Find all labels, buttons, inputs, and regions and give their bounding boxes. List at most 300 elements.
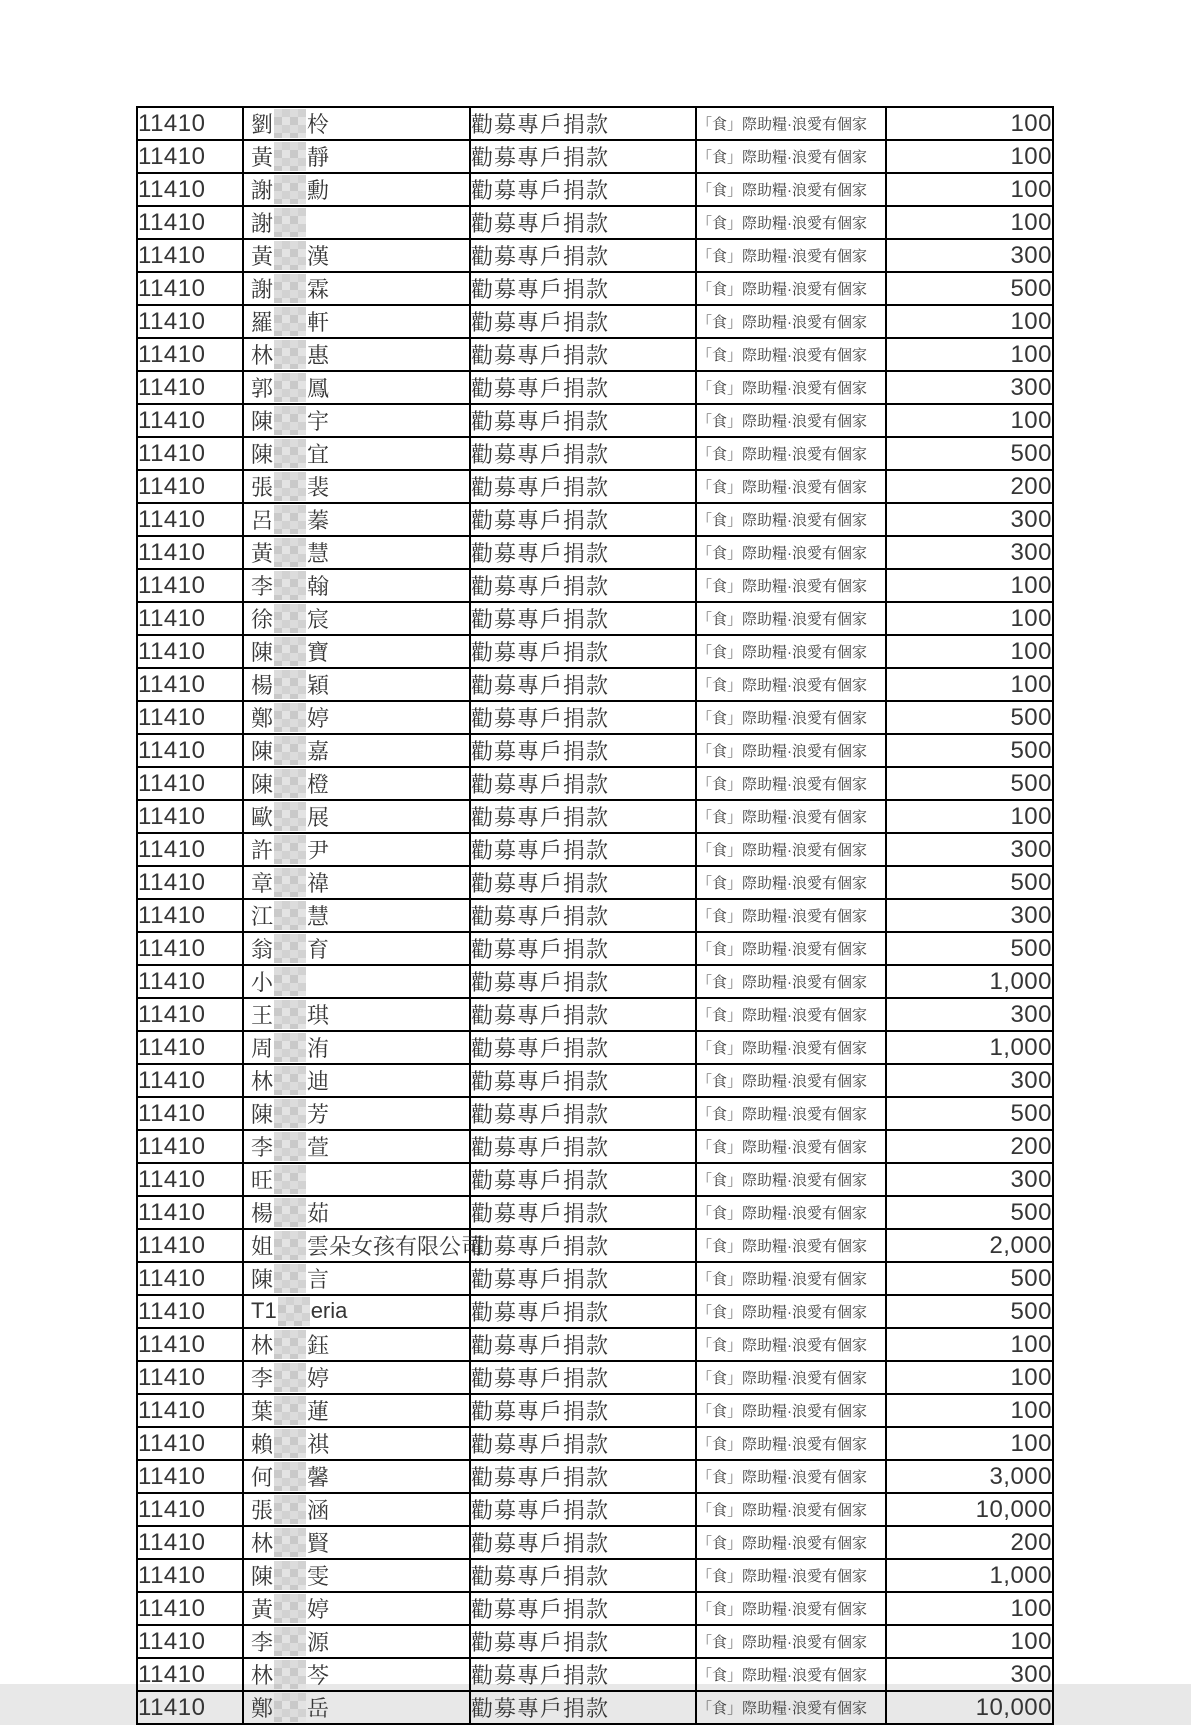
donor-name bbox=[244, 1231, 484, 1261]
redaction-mosaic bbox=[274, 439, 306, 469]
table-row bbox=[137, 1493, 1053, 1526]
period-cell: 11410 bbox=[137, 1427, 243, 1460]
donor-suffix: 萱 bbox=[307, 1135, 330, 1160]
donor-name bbox=[244, 142, 469, 172]
donor-suffix: 蓮 bbox=[307, 1399, 330, 1424]
donor-cell bbox=[243, 437, 470, 470]
campaign-cell: 「食」際助糧·浪愛有個家 bbox=[696, 1559, 886, 1592]
donor-suffix: 婷 bbox=[307, 1597, 330, 1622]
donation-type-cell: 勸募專戶捐款 bbox=[470, 1196, 696, 1229]
redaction-mosaic bbox=[274, 1528, 306, 1558]
table-row bbox=[137, 1394, 1053, 1427]
redaction-mosaic bbox=[274, 1198, 306, 1228]
period-cell: 11410 bbox=[137, 437, 243, 470]
donation-type-cell: 勸募專戶捐款 bbox=[470, 503, 696, 536]
table-row bbox=[137, 932, 1053, 965]
donation-type-cell: 勸募專戶捐款 bbox=[470, 1691, 696, 1724]
donor-cell bbox=[243, 1493, 470, 1526]
donor-cell bbox=[243, 173, 470, 206]
donor-prefix: 張 bbox=[251, 475, 274, 500]
amount-cell: 100 bbox=[886, 668, 1053, 701]
donor-name bbox=[244, 571, 469, 601]
redaction-mosaic bbox=[274, 1033, 306, 1063]
donation-type-cell: 勸募專戶捐款 bbox=[470, 404, 696, 437]
period-cell: 11410 bbox=[137, 965, 243, 998]
donor-cell bbox=[243, 1559, 470, 1592]
donor-cell bbox=[243, 1361, 470, 1394]
donor-prefix: 陳 bbox=[251, 442, 274, 467]
donor-cell bbox=[243, 206, 470, 239]
period-cell: 11410 bbox=[137, 800, 243, 833]
table-row bbox=[137, 1031, 1053, 1064]
table-row bbox=[137, 1328, 1053, 1361]
donor-prefix: 鄭 bbox=[251, 1696, 274, 1721]
donation-type-cell: 勸募專戶捐款 bbox=[470, 1064, 696, 1097]
donor-suffix: 尹 bbox=[307, 838, 330, 863]
campaign-cell: 「食」際助糧·浪愛有個家 bbox=[696, 767, 886, 800]
donation-type-cell: 勸募專戶捐款 bbox=[470, 1163, 696, 1196]
donor-prefix: 楊 bbox=[251, 673, 274, 698]
period-cell: 11410 bbox=[137, 1592, 243, 1625]
redaction-mosaic bbox=[274, 1495, 306, 1525]
donor-suffix: 寶 bbox=[307, 640, 330, 665]
table-row bbox=[137, 371, 1053, 404]
table-row bbox=[137, 404, 1053, 437]
donor-cell bbox=[243, 1592, 470, 1625]
donation-type-cell: 勸募專戶捐款 bbox=[470, 470, 696, 503]
donor-cell bbox=[243, 239, 470, 272]
donor-name bbox=[244, 439, 469, 469]
campaign-cell: 「食」際助糧·浪愛有個家 bbox=[696, 1658, 886, 1691]
table-row bbox=[137, 1163, 1053, 1196]
amount-cell: 200 bbox=[886, 1130, 1053, 1163]
redaction-mosaic bbox=[274, 1660, 306, 1690]
donor-cell bbox=[243, 1526, 470, 1559]
donor-suffix: 岳 bbox=[307, 1696, 330, 1721]
donor-cell bbox=[243, 800, 470, 833]
donation-type-cell: 勸募專戶捐款 bbox=[470, 1031, 696, 1064]
period-cell: 11410 bbox=[137, 503, 243, 536]
donation-type-cell: 勸募專戶捐款 bbox=[470, 206, 696, 239]
donor-prefix: 呂 bbox=[251, 508, 274, 533]
donor-suffix: 鈺 bbox=[307, 1333, 330, 1358]
donor-cell bbox=[243, 272, 470, 305]
amount-cell: 10,000 bbox=[886, 1493, 1053, 1526]
donor-suffix: 鳳 bbox=[307, 376, 330, 401]
donor-name bbox=[244, 241, 469, 271]
table-row bbox=[137, 668, 1053, 701]
redaction-mosaic bbox=[274, 1627, 306, 1657]
donor-suffix: 翰 bbox=[307, 574, 330, 599]
redaction-mosaic bbox=[274, 1231, 306, 1261]
donor-cell bbox=[243, 734, 470, 767]
campaign-cell: 「食」際助糧·浪愛有個家 bbox=[696, 173, 886, 206]
donation-type-cell: 勸募專戶捐款 bbox=[470, 1295, 696, 1328]
amount-cell: 10,000 bbox=[886, 1691, 1053, 1724]
table-row bbox=[137, 107, 1053, 140]
campaign-cell: 「食」際助糧·浪愛有個家 bbox=[696, 833, 886, 866]
donation-type-cell: 勸募專戶捐款 bbox=[470, 338, 696, 371]
donor-name bbox=[244, 769, 469, 799]
redaction-mosaic bbox=[274, 1363, 306, 1393]
redaction-mosaic bbox=[274, 637, 306, 667]
donor-prefix: 林 bbox=[251, 1333, 274, 1358]
campaign-cell: 「食」際助糧·浪愛有個家 bbox=[696, 1691, 886, 1724]
amount-cell: 3,000 bbox=[886, 1460, 1053, 1493]
donation-type-cell: 勸募專戶捐款 bbox=[470, 965, 696, 998]
donor-suffix: 育 bbox=[307, 937, 330, 962]
redaction-mosaic bbox=[274, 967, 306, 997]
donor-suffix: 霖 bbox=[307, 277, 330, 302]
campaign-cell: 「食」際助糧·浪愛有個家 bbox=[696, 1097, 886, 1130]
donation-type-cell: 勸募專戶捐款 bbox=[470, 437, 696, 470]
donation-table bbox=[136, 106, 1054, 1725]
amount-cell: 500 bbox=[886, 701, 1053, 734]
period-cell: 11410 bbox=[137, 536, 243, 569]
campaign-cell: 「食」際助糧·浪愛有個家 bbox=[696, 1064, 886, 1097]
donation-type-cell: 勸募專戶捐款 bbox=[470, 107, 696, 140]
table-row bbox=[137, 206, 1053, 239]
campaign-cell: 「食」際助糧·浪愛有個家 bbox=[696, 1229, 886, 1262]
donor-cell bbox=[243, 404, 470, 437]
donor-cell bbox=[243, 1163, 470, 1196]
amount-cell: 200 bbox=[886, 1526, 1053, 1559]
campaign-cell: 「食」際助糧·浪愛有個家 bbox=[696, 1328, 886, 1361]
redaction-mosaic bbox=[274, 670, 306, 700]
donor-cell bbox=[243, 1229, 484, 1262]
donor-prefix: 賴 bbox=[251, 1432, 274, 1457]
donation-type-cell: 勸募專戶捐款 bbox=[470, 536, 696, 569]
amount-cell: 300 bbox=[886, 1163, 1053, 1196]
period-cell: 11410 bbox=[137, 1691, 243, 1724]
period-cell: 11410 bbox=[137, 107, 243, 140]
amount-cell: 100 bbox=[886, 1361, 1053, 1394]
campaign-cell: 「食」際助糧·浪愛有個家 bbox=[696, 602, 886, 635]
donor-cell bbox=[243, 1394, 470, 1427]
donation-type-cell: 勸募專戶捐款 bbox=[470, 1097, 696, 1130]
table-row bbox=[137, 767, 1053, 800]
donor-cell bbox=[243, 1691, 470, 1724]
donor-name bbox=[244, 1033, 469, 1063]
redaction-mosaic bbox=[274, 241, 306, 271]
donor-suffix: 茹 bbox=[307, 1201, 330, 1226]
table-row bbox=[137, 899, 1053, 932]
campaign-cell: 「食」際助糧·浪愛有個家 bbox=[696, 701, 886, 734]
period-cell: 11410 bbox=[137, 932, 243, 965]
table-row bbox=[137, 305, 1053, 338]
period-cell: 11410 bbox=[137, 833, 243, 866]
period-cell: 11410 bbox=[137, 668, 243, 701]
period-cell: 11410 bbox=[137, 635, 243, 668]
donor-cell bbox=[243, 1031, 470, 1064]
campaign-cell: 「食」際助糧·浪愛有個家 bbox=[696, 338, 886, 371]
donor-prefix: 鄭 bbox=[251, 706, 274, 731]
donor-cell bbox=[243, 1130, 470, 1163]
donor-suffix: 漢 bbox=[307, 244, 330, 269]
donor-cell bbox=[243, 899, 470, 932]
donor-name bbox=[244, 505, 469, 535]
donation-type-cell: 勸募專戶捐款 bbox=[470, 767, 696, 800]
amount-cell: 300 bbox=[886, 371, 1053, 404]
amount-cell: 100 bbox=[886, 1625, 1053, 1658]
redaction-mosaic bbox=[274, 1132, 306, 1162]
amount-cell: 100 bbox=[886, 1328, 1053, 1361]
amount-cell: 100 bbox=[886, 305, 1053, 338]
donor-prefix: 李 bbox=[251, 574, 274, 599]
table-row bbox=[137, 734, 1053, 767]
donor-name bbox=[244, 1132, 469, 1162]
campaign-cell: 「食」際助糧·浪愛有個家 bbox=[696, 1625, 886, 1658]
amount-cell: 500 bbox=[886, 767, 1053, 800]
table-row bbox=[137, 1295, 1053, 1328]
redaction-mosaic bbox=[274, 1165, 306, 1195]
redaction-mosaic bbox=[274, 373, 306, 403]
amount-cell: 300 bbox=[886, 1658, 1053, 1691]
donor-suffix: 言 bbox=[307, 1267, 330, 1292]
donor-cell bbox=[243, 635, 470, 668]
table-row bbox=[137, 173, 1053, 206]
donor-prefix: 陳 bbox=[251, 1564, 274, 1589]
table-row bbox=[137, 1658, 1053, 1691]
table-row bbox=[137, 1130, 1053, 1163]
donor-suffix: 涵 bbox=[307, 1498, 330, 1523]
table-row bbox=[137, 998, 1053, 1031]
redaction-mosaic bbox=[274, 1594, 306, 1624]
amount-cell: 500 bbox=[886, 866, 1053, 899]
donor-suffix: 雲朵女孩有限公司 bbox=[307, 1234, 484, 1259]
campaign-cell: 「食」際助糧·浪愛有個家 bbox=[696, 1592, 886, 1625]
amount-cell: 100 bbox=[886, 569, 1053, 602]
table-row bbox=[137, 239, 1053, 272]
amount-cell: 300 bbox=[886, 833, 1053, 866]
table-row bbox=[137, 701, 1053, 734]
period-cell: 11410 bbox=[137, 569, 243, 602]
donation-type-cell: 勸募專戶捐款 bbox=[470, 866, 696, 899]
table-row bbox=[137, 800, 1053, 833]
donor-prefix: 姐 bbox=[251, 1234, 274, 1259]
period-cell: 11410 bbox=[137, 470, 243, 503]
donor-prefix: 黃 bbox=[251, 541, 274, 566]
redaction-mosaic bbox=[274, 769, 306, 799]
amount-cell: 1,000 bbox=[886, 965, 1053, 998]
redaction-mosaic bbox=[274, 802, 306, 832]
campaign-cell: 「食」際助糧·浪愛有個家 bbox=[696, 1163, 886, 1196]
campaign-cell: 「食」際助糧·浪愛有個家 bbox=[696, 866, 886, 899]
donor-name bbox=[244, 208, 469, 238]
campaign-cell: 「食」際助糧·浪愛有個家 bbox=[696, 140, 886, 173]
redaction-mosaic bbox=[274, 604, 306, 634]
donor-cell bbox=[243, 1097, 470, 1130]
donation-type-cell: 勸募專戶捐款 bbox=[470, 371, 696, 404]
table-row bbox=[137, 437, 1053, 470]
donor-name bbox=[244, 1660, 469, 1690]
table-row bbox=[137, 1229, 1053, 1262]
amount-cell: 100 bbox=[886, 338, 1053, 371]
period-cell: 11410 bbox=[137, 1031, 243, 1064]
table-row bbox=[137, 1592, 1053, 1625]
redaction-mosaic bbox=[274, 1330, 306, 1360]
amount-cell: 1,000 bbox=[886, 1559, 1053, 1592]
donor-name bbox=[244, 538, 469, 568]
donation-type-cell: 勸募專戶捐款 bbox=[470, 569, 696, 602]
redaction-mosaic bbox=[274, 1396, 306, 1426]
table-row bbox=[137, 140, 1053, 173]
table-row bbox=[137, 602, 1053, 635]
period-cell: 11410 bbox=[137, 206, 243, 239]
donor-cell bbox=[243, 1658, 470, 1691]
donor-name bbox=[244, 802, 469, 832]
period-cell: 11410 bbox=[137, 371, 243, 404]
donor-prefix: 楊 bbox=[251, 1201, 274, 1226]
donor-name bbox=[244, 340, 469, 370]
donor-cell bbox=[243, 569, 470, 602]
table-row bbox=[137, 1460, 1053, 1493]
amount-cell: 300 bbox=[886, 536, 1053, 569]
donor-suffix: 迪 bbox=[307, 1069, 330, 1094]
donor-prefix: 謝 bbox=[251, 277, 274, 302]
donor-suffix: 嘉 bbox=[307, 739, 330, 764]
campaign-cell: 「食」際助糧·浪愛有個家 bbox=[696, 734, 886, 767]
donor-suffix: 惠 bbox=[307, 343, 330, 368]
donor-prefix: 謝 bbox=[251, 211, 274, 236]
redaction-mosaic bbox=[274, 472, 306, 502]
donor-prefix: 徐 bbox=[251, 607, 274, 632]
donor-name bbox=[244, 967, 469, 997]
amount-cell: 100 bbox=[886, 1592, 1053, 1625]
table-row bbox=[137, 272, 1053, 305]
period-cell: 11410 bbox=[137, 338, 243, 371]
period-cell: 11410 bbox=[137, 239, 243, 272]
donor-suffix: 源 bbox=[307, 1630, 330, 1655]
donor-name bbox=[244, 109, 469, 139]
amount-cell: 300 bbox=[886, 239, 1053, 272]
donor-cell bbox=[243, 140, 470, 173]
amount-cell: 100 bbox=[886, 404, 1053, 437]
redaction-mosaic bbox=[274, 1561, 306, 1591]
donor-prefix: 林 bbox=[251, 343, 274, 368]
table-row bbox=[137, 1625, 1053, 1658]
donor-prefix: 陳 bbox=[251, 409, 274, 434]
donor-prefix: 何 bbox=[251, 1465, 274, 1490]
donor-cell bbox=[243, 866, 470, 899]
donor-cell bbox=[243, 107, 470, 140]
redaction-mosaic bbox=[274, 1099, 306, 1129]
table-row bbox=[137, 1691, 1053, 1724]
donation-type-cell: 勸募專戶捐款 bbox=[470, 1559, 696, 1592]
campaign-cell: 「食」際助糧·浪愛有個家 bbox=[696, 1262, 886, 1295]
donor-prefix: 翁 bbox=[251, 937, 274, 962]
donor-name bbox=[244, 1099, 469, 1129]
donor-suffix: 展 bbox=[307, 805, 330, 830]
table-row bbox=[137, 866, 1053, 899]
redaction-mosaic bbox=[274, 736, 306, 766]
campaign-cell: 「食」際助糧·浪愛有個家 bbox=[696, 668, 886, 701]
donor-cell bbox=[243, 932, 470, 965]
period-cell: 11410 bbox=[137, 1163, 243, 1196]
redaction-mosaic bbox=[274, 1000, 306, 1030]
period-cell: 11410 bbox=[137, 899, 243, 932]
period-cell: 11410 bbox=[137, 140, 243, 173]
amount-cell: 100 bbox=[886, 206, 1053, 239]
table-row bbox=[137, 1526, 1053, 1559]
donation-table-body bbox=[137, 107, 1053, 1724]
donor-suffix: 穎 bbox=[307, 673, 330, 698]
donor-name bbox=[244, 274, 469, 304]
table-row bbox=[137, 1262, 1053, 1295]
redaction-mosaic bbox=[274, 571, 306, 601]
redaction-mosaic bbox=[274, 208, 306, 238]
donor-name bbox=[244, 373, 469, 403]
period-cell: 11410 bbox=[137, 602, 243, 635]
period-cell: 11410 bbox=[137, 1559, 243, 1592]
table-row bbox=[137, 1559, 1053, 1592]
donor-name bbox=[244, 175, 469, 205]
donor-name bbox=[244, 1000, 469, 1030]
redaction-mosaic bbox=[274, 109, 306, 139]
donor-cell bbox=[243, 1262, 470, 1295]
period-cell: 11410 bbox=[137, 272, 243, 305]
period-cell: 11410 bbox=[137, 305, 243, 338]
donor-name bbox=[244, 406, 469, 436]
donor-name bbox=[244, 1693, 469, 1723]
campaign-cell: 「食」際助糧·浪愛有個家 bbox=[696, 1460, 886, 1493]
redaction-mosaic bbox=[274, 505, 306, 535]
redaction-mosaic bbox=[274, 1429, 306, 1459]
donor-cell bbox=[243, 701, 470, 734]
campaign-cell: 「食」際助糧·浪愛有個家 bbox=[696, 503, 886, 536]
donor-prefix: 陳 bbox=[251, 772, 274, 797]
donor-name bbox=[244, 736, 469, 766]
redaction-mosaic bbox=[274, 340, 306, 370]
table-row bbox=[137, 635, 1053, 668]
donor-suffix: 宸 bbox=[307, 607, 330, 632]
donor-cell bbox=[243, 536, 470, 569]
donor-name bbox=[244, 1462, 469, 1492]
period-cell: 11410 bbox=[137, 1328, 243, 1361]
donor-suffix: 雯 bbox=[307, 1564, 330, 1589]
donor-cell bbox=[243, 338, 470, 371]
period-cell: 11410 bbox=[137, 1262, 243, 1295]
donor-cell bbox=[243, 1064, 470, 1097]
table-row bbox=[137, 1361, 1053, 1394]
campaign-cell: 「食」際助糧·浪愛有個家 bbox=[696, 404, 886, 437]
donor-name bbox=[244, 1198, 469, 1228]
table-row bbox=[137, 1427, 1053, 1460]
campaign-cell: 「食」際助糧·浪愛有個家 bbox=[696, 1493, 886, 1526]
redaction-mosaic bbox=[274, 538, 306, 568]
campaign-cell: 「食」際助糧·浪愛有個家 bbox=[696, 998, 886, 1031]
donor-prefix: 張 bbox=[251, 1498, 274, 1523]
amount-cell: 500 bbox=[886, 272, 1053, 305]
redaction-mosaic bbox=[274, 1066, 306, 1096]
donation-type-cell: 勸募專戶捐款 bbox=[470, 1328, 696, 1361]
campaign-cell: 「食」際助糧·浪愛有個家 bbox=[696, 569, 886, 602]
donor-suffix: 婷 bbox=[307, 1366, 330, 1391]
donor-prefix: 章 bbox=[251, 871, 274, 896]
redaction-mosaic bbox=[274, 1462, 306, 1492]
donor-suffix: 柃 bbox=[307, 112, 330, 137]
redaction-mosaic bbox=[274, 835, 306, 865]
donor-prefix: 王 bbox=[251, 1003, 274, 1028]
donor-name bbox=[244, 835, 469, 865]
period-cell: 11410 bbox=[137, 404, 243, 437]
donor-prefix: 許 bbox=[251, 838, 274, 863]
table-row bbox=[137, 833, 1053, 866]
period-cell: 11410 bbox=[137, 1229, 243, 1262]
amount-cell: 500 bbox=[886, 932, 1053, 965]
donation-type-cell: 勸募專戶捐款 bbox=[470, 1229, 696, 1262]
donation-type-cell: 勸募專戶捐款 bbox=[470, 1460, 696, 1493]
